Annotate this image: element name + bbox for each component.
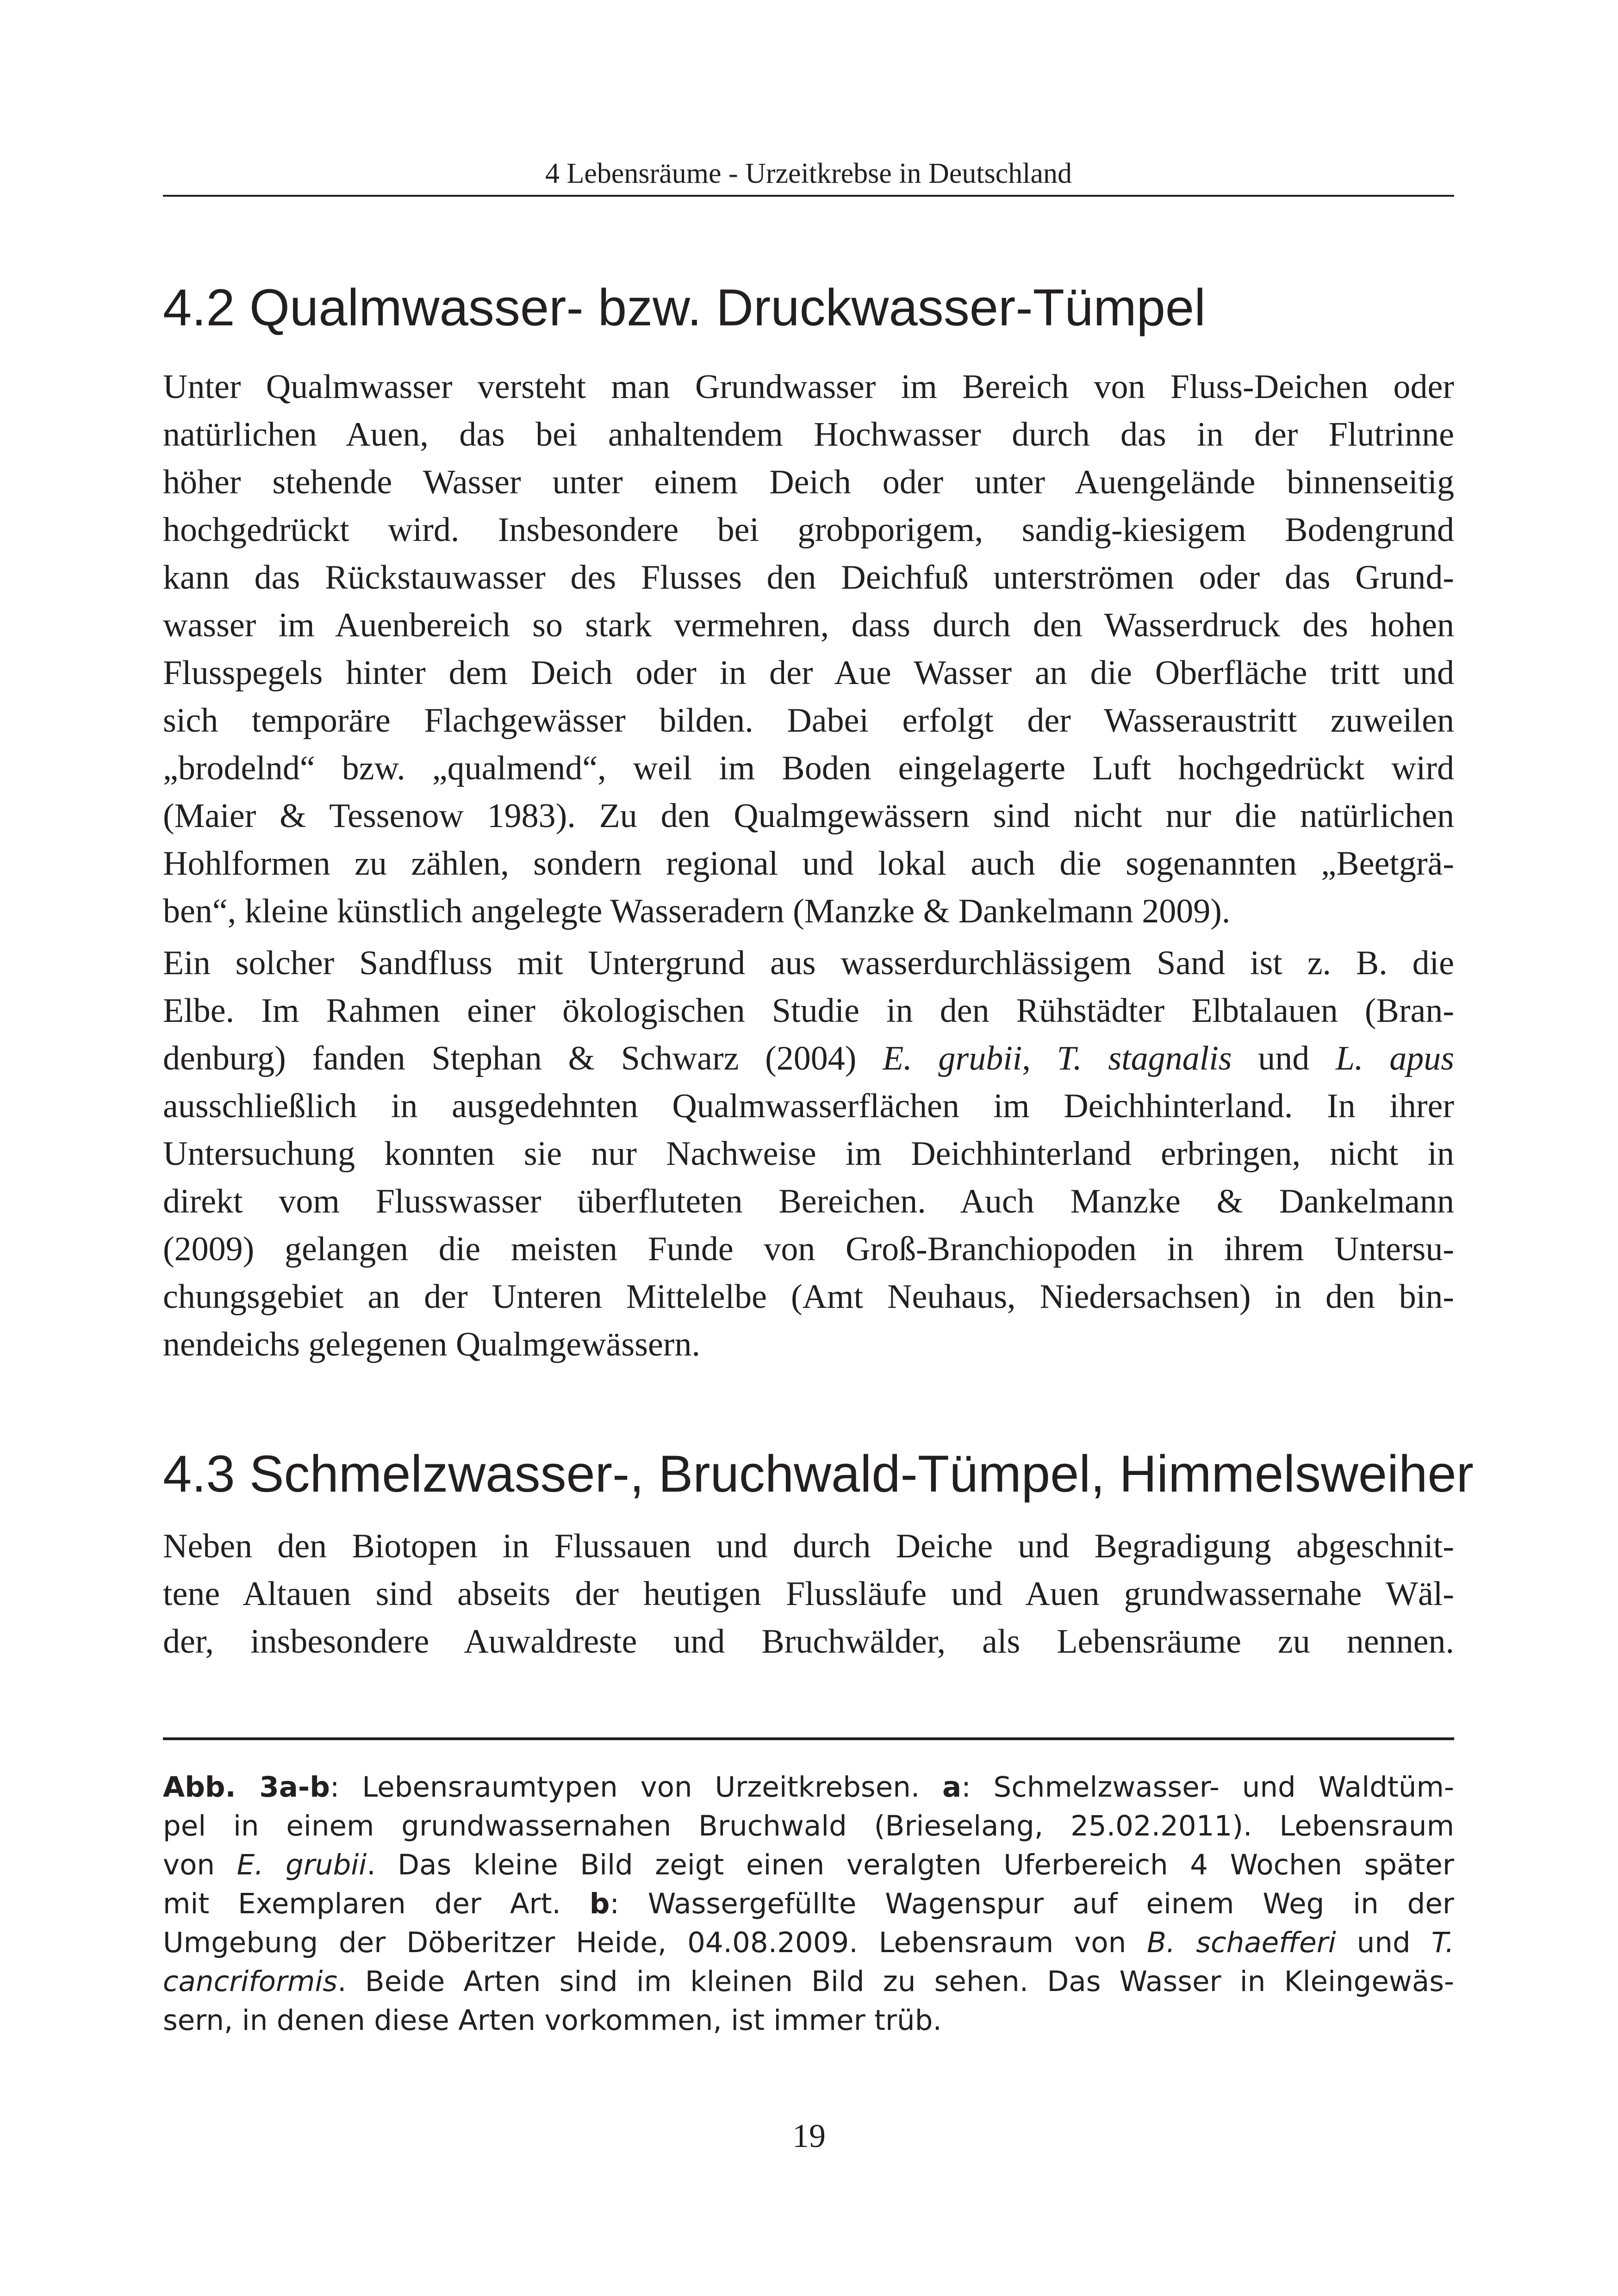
- section-heading-4-2: 4.2 Qualmwasser- bzw. Druckwasser-Tümpel: [163, 279, 1206, 336]
- panel-label-a: a: [942, 1771, 962, 1804]
- text-run: . Das kleine Bild zeigt einen veralgten Uferbereich 4 Wochen später: [367, 1848, 1454, 1881]
- species-name: cancriformis: [163, 1965, 338, 1998]
- text-line: (2009) gelangen die meisten Funde von Groß-Branchiopoden in ihrem Untersu-: [163, 1230, 1454, 1268]
- text-line-with-species: [163, 1035, 1454, 1083]
- text-run: : Lebensraumtypen von Urzeitkrebsen.: [330, 1771, 943, 1804]
- caption-line: pel in einem grundwassernahen Bruchwald (Brieselang, 25.02.2011). Lebensraum: [163, 1810, 1454, 1842]
- text-run: denburg) fanden Stephan & Schwarz (2004): [163, 1039, 883, 1077]
- header-rule: [163, 195, 1454, 197]
- text-line: Flusspegels hinter dem Deich oder in der Aue Wasser an die Oberfläche tritt und: [163, 654, 1454, 692]
- caption-rule: [163, 1737, 1454, 1740]
- text-run: ,: [1022, 1039, 1057, 1077]
- text-line: natürlichen Auen, das bei anhaltendem Hochwasser durch das in der Flutrinne: [163, 416, 1454, 454]
- paragraph-elbe-study: [163, 940, 1454, 1369]
- caption-line: [163, 1768, 1454, 1807]
- text-line: (Maier & Tessenow 1983). Zu den Qualmgewässern sind nicht nur die natürlichen: [163, 797, 1454, 835]
- text-line: Neben den Biotopen in Flussauen und durch Deiche und Begradigung abgeschnit-: [163, 1527, 1454, 1565]
- text-line: Ein solcher Sandfluss mit Untergrund aus wasserdurchlässigem Sand ist z. B. die: [163, 944, 1454, 982]
- paragraph-groundwater-forests: [163, 1523, 1454, 1666]
- species-name: T.: [1431, 1926, 1454, 1959]
- caption-line: sern, in denen diese Arten vorkommen, ist immer trüb.: [163, 2004, 942, 2037]
- species-name: B. schaefferi: [1147, 1926, 1336, 1959]
- text-line: sich temporäre Flachgewässer bilden. Dabei erfolgt der Wasseraustritt zuweilen: [163, 702, 1454, 740]
- text-run: Umgebung der Döberitzer Heide, 04.08.2009. Lebensraum von: [163, 1926, 1147, 1959]
- text-run: : Schmelzwasser- und Waldtüm-: [961, 1771, 1454, 1804]
- text-line: tene Altauen sind abseits der heutigen Flussläufe und Auen grundwassernahe Wäl-: [163, 1575, 1454, 1613]
- text-line: Unter Qualmwasser versteht man Grundwasser im Bereich von Fluss-Deichen oder: [163, 368, 1454, 406]
- species-name: L. apus: [1335, 1039, 1455, 1077]
- paragraph-qualmwasser-definition: [163, 363, 1454, 935]
- text-line: kann das Rückstauwasser des Flusses den Deichfuß unterströmen oder das Grund-: [163, 559, 1454, 597]
- caption-line: [163, 1923, 1454, 1962]
- text-line: Elbe. Im Rahmen einer ökologischen Studie in den Rühstädter Elbtalauen (Bran-: [163, 992, 1454, 1030]
- panel-label-b: b: [589, 1887, 610, 1920]
- text-run: : Wassergefüllte Wagenspur auf einem Weg in der: [610, 1887, 1454, 1920]
- running-header: 4 Lebensräume - Urzeitkrebse in Deutschland: [545, 158, 1072, 189]
- species-name: T. stagnalis: [1057, 1039, 1232, 1077]
- text-run: mit Exemplaren der Art.: [163, 1887, 590, 1920]
- text-line: nendeichs gelegenen Qualmgewässern.: [163, 1325, 700, 1363]
- caption-line: [163, 1885, 1454, 1923]
- text-line: ben“, kleine künstlich angelegte Wasseradern (Manzke & Dankelmann 2009).: [163, 892, 1231, 930]
- section-heading-4-3: 4.3 Schmelzwasser-, Bruchwald-Tümpel, Himmelsweiher: [163, 1445, 1474, 1503]
- text-line: ausschließlich in ausgedehnten Qualmwasserflächen im Deichhinterland. In ihrer: [163, 1087, 1454, 1125]
- text-line: chungsgebiet an der Unteren Mittelelbe (Amt Neuhaus, Niedersachsen) in den bin-: [163, 1278, 1454, 1316]
- text-line: wasser im Auenbereich so stark vermehren, dass durch den Wasserdruck des hohen: [163, 606, 1454, 644]
- caption-line: [163, 1962, 1454, 2001]
- page-number: 19: [792, 2117, 826, 2154]
- text-run: und: [1232, 1039, 1336, 1077]
- species-name: E. grubii: [883, 1039, 1022, 1077]
- figure-caption: [163, 1768, 1454, 2040]
- text-line: Hohlformen zu zählen, sondern regional und lokal auch die sogenannten „Beetgrä-: [163, 845, 1454, 883]
- text-line: Untersuchung konnten sie nur Nachweise im Deichhinterland erbringen, nicht in: [163, 1135, 1454, 1173]
- text-line: der, insbesondere Auwaldreste und Bruchwälder, als Lebensräume zu nennen.: [163, 1623, 1454, 1661]
- caption-line: [163, 1846, 1454, 1885]
- text-run: und: [1336, 1926, 1431, 1959]
- text-run: . Beide Arten sind im kleinen Bild zu sehen. Das Wasser in Kleingewäs-: [337, 1965, 1454, 1998]
- text-line: höher stehende Wasser unter einem Deich oder unter Auengelände binnenseitig: [163, 463, 1454, 501]
- species-name: E. grubii: [236, 1848, 367, 1881]
- text-line: direkt vom Flusswasser überfluteten Bereichen. Auch Manzke & Dankelmann: [163, 1182, 1454, 1220]
- figure-label: Abb. 3a-b: [163, 1771, 330, 1804]
- text-line: „brodelnd“ bzw. „qualmend“, weil im Boden eingelagerte Luft hochgedrückt wird: [163, 749, 1454, 787]
- text-line: hochgedrückt wird. Insbesondere bei grobporigem, sandig-kiesigem Bodengrund: [163, 511, 1454, 549]
- text-run: von: [163, 1848, 237, 1881]
